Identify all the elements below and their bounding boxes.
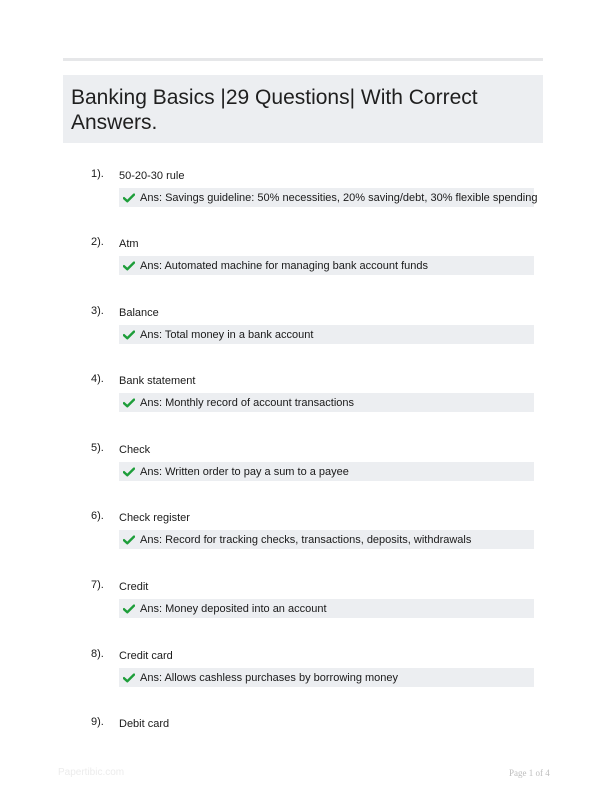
answer-text: Ans: Money deposited into an account	[140, 602, 327, 615]
question-item-1	[0, 168, 606, 236]
check-icon	[123, 467, 135, 477]
check-icon	[123, 535, 135, 545]
question-term: Credit card	[119, 650, 173, 662]
question-item-3	[0, 305, 606, 373]
check-icon	[123, 398, 135, 408]
check-icon	[123, 261, 135, 271]
page-title: Banking Basics |29 Questions| With Correct Answers.	[71, 86, 478, 134]
question-number: 8).	[91, 648, 104, 660]
check-icon	[123, 673, 135, 683]
question-number: 3).	[91, 305, 104, 317]
question-term: Atm	[119, 238, 139, 250]
answer-text: Ans: Total money in a bank account	[140, 328, 314, 341]
top-divider	[63, 58, 543, 61]
title-banner	[63, 75, 543, 143]
answer-text: Ans: Monthly record of account transactions	[140, 396, 354, 409]
answer-text: Ans: Written order to pay a sum to a payee	[140, 465, 349, 478]
question-term: 50-20-30 rule	[119, 170, 185, 182]
question-term: Check register	[119, 512, 190, 524]
question-term: Balance	[119, 307, 159, 319]
answer-box	[119, 599, 534, 618]
question-item-7	[0, 579, 606, 647]
answer-text: Ans: Record for tracking checks, transactions, deposits, withdrawals	[140, 533, 472, 546]
answer-box	[119, 325, 534, 344]
page-indicator: Page 1 of 4	[509, 768, 550, 778]
question-item-2	[0, 236, 606, 304]
question-number: 1).	[91, 168, 104, 180]
question-term: Credit	[119, 581, 149, 593]
answer-text: Ans: Savings guideline: 50% necessities, 20% saving/debt, 30% flexible spending	[140, 191, 538, 204]
footer-watermark: Papertibic.com	[58, 767, 125, 778]
check-icon	[123, 604, 135, 614]
answer-box	[119, 530, 534, 549]
question-item-8	[0, 648, 606, 716]
answer-box	[119, 462, 534, 481]
answer-box	[119, 188, 538, 207]
check-icon	[123, 193, 135, 203]
question-term: Check	[119, 444, 151, 456]
answer-box	[119, 393, 534, 412]
question-number: 4).	[91, 373, 104, 385]
question-number: 6).	[91, 510, 104, 522]
answer-text: Ans: Allows cashless purchases by borrowing money	[140, 671, 399, 684]
question-number: 2).	[91, 236, 104, 248]
answer-text: Ans: Automated machine for managing bank account funds	[140, 259, 429, 272]
check-icon	[123, 330, 135, 340]
question-number: 9).	[91, 716, 104, 728]
question-term: Bank statement	[119, 375, 196, 387]
answer-box	[119, 256, 534, 275]
question-item-6	[0, 510, 606, 578]
question-number: 7).	[91, 579, 104, 591]
answer-box	[119, 668, 534, 687]
question-item-4	[0, 373, 606, 441]
question-number: 5).	[91, 442, 104, 454]
question-term: Debit card	[119, 718, 170, 730]
question-item-5	[0, 442, 606, 510]
